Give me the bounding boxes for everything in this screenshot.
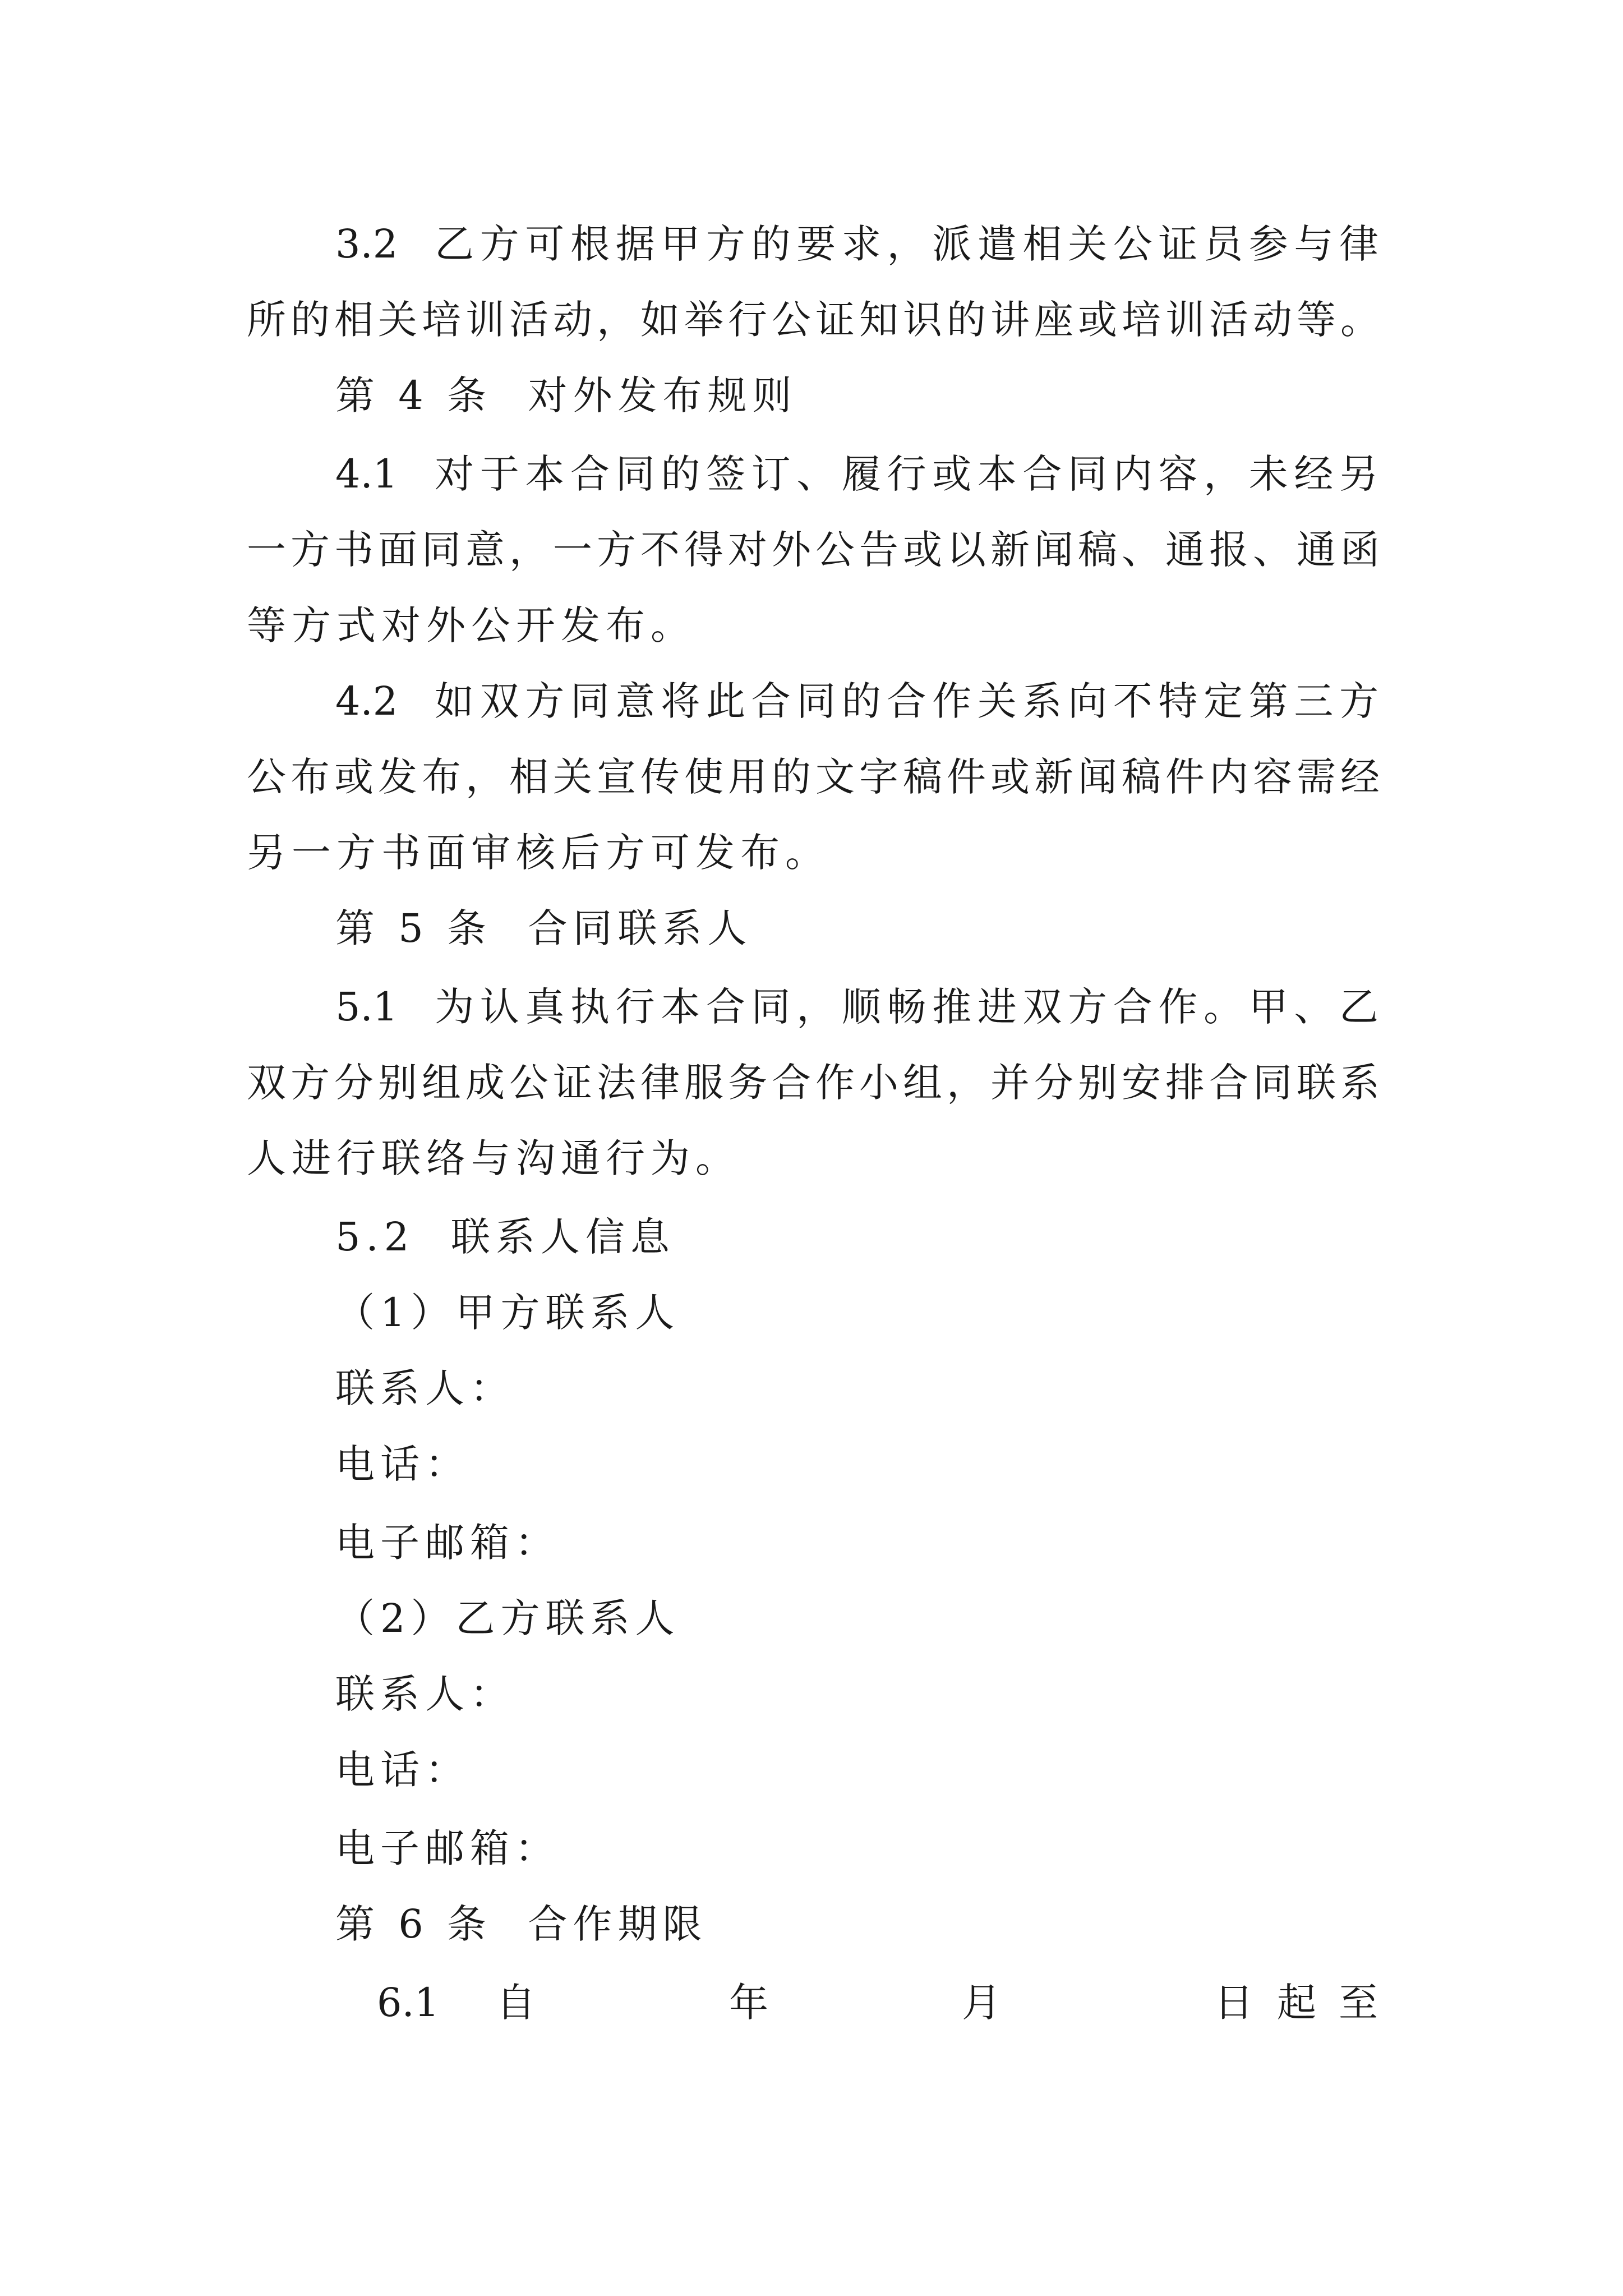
- contact-email-label: 电子邮箱：: [335, 1520, 560, 1566]
- contact-name-label: 联系人：: [335, 1365, 515, 1411]
- paragraph-line: 另一方书面审核后方可发布。: [247, 830, 830, 876]
- date-day-label: 日: [1214, 1980, 1253, 2026]
- paragraph-line: 3.2 乙方可根据甲方的要求，派遣相关公证员参与律: [335, 221, 1378, 267]
- date-start-label: 起: [1277, 1980, 1316, 2026]
- contact-group-heading: （1）甲方联系人: [335, 1290, 680, 1336]
- contact-phone-label: 电话：: [335, 1441, 470, 1487]
- paragraph-line: 公布或发布，相关宣传使用的文字稿件或新闻稿件内容需经: [247, 754, 1380, 800]
- contact-email-label: 电子邮箱：: [335, 1825, 560, 1871]
- section-heading: 第 4 条 对外发布规则: [335, 372, 797, 418]
- clause-number: 6.1: [377, 1980, 440, 2026]
- paragraph-line: 人进行联络与沟通行为。: [247, 1135, 740, 1181]
- paragraph-line: 双方分别组成公证法律服务合作小组，并分别安排合同联系: [247, 1060, 1380, 1106]
- date-from-label: 自: [496, 1980, 536, 2026]
- paragraph-line: 4.1 对于本合同的签订、履行或本合同内容，未经另: [335, 451, 1378, 497]
- section-heading: 第 5 条 合同联系人: [335, 905, 753, 951]
- section-heading: 第 6 条 合作期限: [335, 1901, 708, 1947]
- date-to-label: 至: [1339, 1980, 1378, 2026]
- contact-name-label: 联系人：: [335, 1671, 515, 1717]
- paragraph-line: 4.2 如双方同意将此合同的合作关系向不特定第三方: [335, 678, 1378, 724]
- contact-group-heading: （2）乙方联系人: [335, 1595, 680, 1641]
- date-month-label: 月: [962, 1980, 1001, 2026]
- paragraph-line: 所的相关培训活动，如举行公证知识的讲座或培训活动等。: [247, 297, 1380, 343]
- subsection-heading: 5.2 联系人信息: [335, 1214, 675, 1260]
- paragraph-line: 5.1 为认真执行本合同，顺畅推进双方合作。甲、乙: [335, 984, 1378, 1030]
- paragraph-line: 一方书面同意，一方不得对外公告或以新闻稿、通报、通函: [247, 527, 1380, 573]
- date-year-label: 年: [729, 1980, 768, 2026]
- term-date-line: [377, 1980, 1381, 2028]
- paragraph-line: 等方式对外公开发布。: [247, 602, 695, 648]
- contact-phone-label: 电话：: [335, 1747, 470, 1793]
